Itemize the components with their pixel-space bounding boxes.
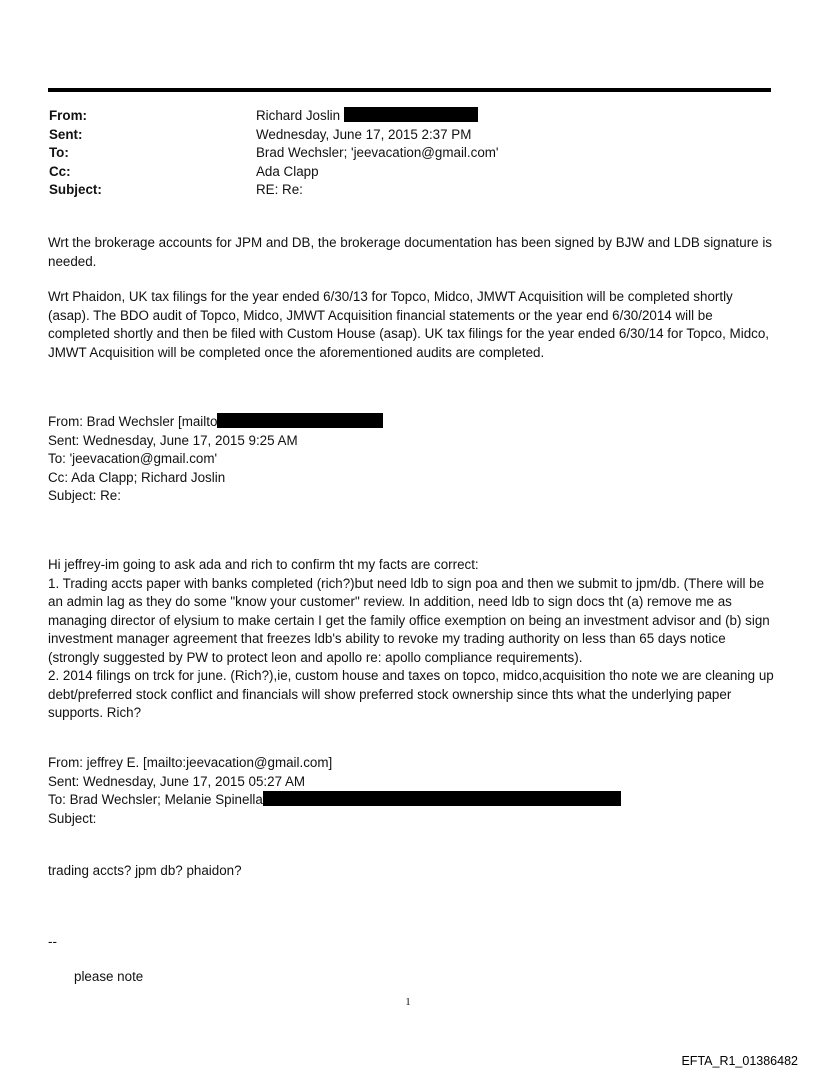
fwd2-subject: Subject:: [48, 810, 97, 826]
signature-dashes: --: [48, 934, 57, 949]
document-id-footer: EFTA_R1_01386482: [681, 1054, 798, 1068]
sent-value: Wednesday, June 17, 2015 2:37 PM: [256, 126, 472, 142]
to-label: To:: [49, 145, 69, 160]
reply-paragraph-2: Wrt Phaidon, UK tax filings for the year ended 6/30/13 for Topco, Midco, JMWT Acquisition will be completed shortly (asap). The BDO audit of Topco, Midco, JMWT Acquisition financial statements or the year end 6/30/2014 will be completed shortly and then be filed with Custom House (asap). UK tax filings for the year ended 6/30/14 for Topco, Midco, JMWT Acquisition will be completed once the aforementioned audits are completed.: [48, 289, 770, 360]
from-name: Richard Joslin: [256, 108, 341, 123]
fwd2-sent: Sent: Wednesday, June 17, 2015 05:27 AM: [48, 773, 306, 789]
fwd1-cc: Cc: Ada Clapp; Richard Joslin: [48, 469, 226, 485]
forwarded-body-2: trading accts? jpm db? phaidon?: [48, 863, 242, 878]
fwd1-to: To: 'jeevacation@gmail.com': [48, 451, 218, 466]
cc-value: Ada Clapp: [256, 163, 319, 179]
forwarded-body-1: [48, 556, 778, 723]
fwd1-sent: Sent: Wednesday, June 17, 2015 9:25 AM: [48, 432, 298, 448]
fwd1-body-item-2: 2. 2014 filings on trck for june. (Rich?),ie, custom house and taxes on topco, midco,acquisition tho note we are cleaning up debt/preferred stock conflict and financials will show preferred stock ownership since thts what the underlying paper supports. Rich?: [48, 668, 774, 720]
fwd1-from: From: Brad Wechsler [mailto: [48, 413, 778, 432]
forwarded-header-1: [48, 413, 778, 506]
email-header: [49, 107, 716, 200]
forwarded-header-2: [48, 754, 778, 828]
fwd1-subject: Subject: Re:: [48, 488, 121, 503]
from-value: [256, 107, 716, 126]
sent-label: Sent:: [49, 126, 83, 142]
fwd2-to: To: Brad Wechsler; Melanie Spinella: [48, 791, 778, 810]
signature-note: please note: [74, 969, 144, 984]
header-rule: [48, 88, 771, 92]
fwd2-from: From: jeffrey E. [mailto:jeevacation@gmail.com]: [48, 755, 333, 770]
from-label: From:: [49, 108, 87, 123]
redaction-box: [217, 413, 383, 428]
redaction-box: [263, 791, 621, 806]
fwd1-body-line-1: Hi jeffrey-im going to ask ada and rich to confirm tht my facts are correct:: [48, 557, 479, 572]
cc-label: Cc:: [49, 163, 71, 179]
page-number: 1: [405, 996, 411, 1008]
redaction-box: [344, 107, 478, 122]
subject-label: Subject:: [49, 182, 102, 197]
fwd1-body-item-1: 1. Trading accts paper with banks completed (rich?)but need ldb to sign poa and then we submit to jpm/db. (There will be an admin lag as they do some "know your customer" review. In addition, need ldb to sign docs tht (a) remove me as managing director of elysium to make certain I get the family office exemption on being an investment advisor and (b) sign investment manager agreement that freezes ldb's ability to revoke my trading authority on less than 65 days notice (strongly suggested by PW to protect leon and apollo re: apollo compliance requirements).: [48, 575, 770, 665]
to-value: Brad Wechsler; 'jeevacation@gmail.com': [256, 145, 499, 160]
subject-value: RE: Re:: [256, 182, 303, 197]
reply-paragraph-1: Wrt the brokerage accounts for JPM and DB, the brokerage documentation has been signed by BJW and LDB signature is needed.: [48, 235, 772, 269]
